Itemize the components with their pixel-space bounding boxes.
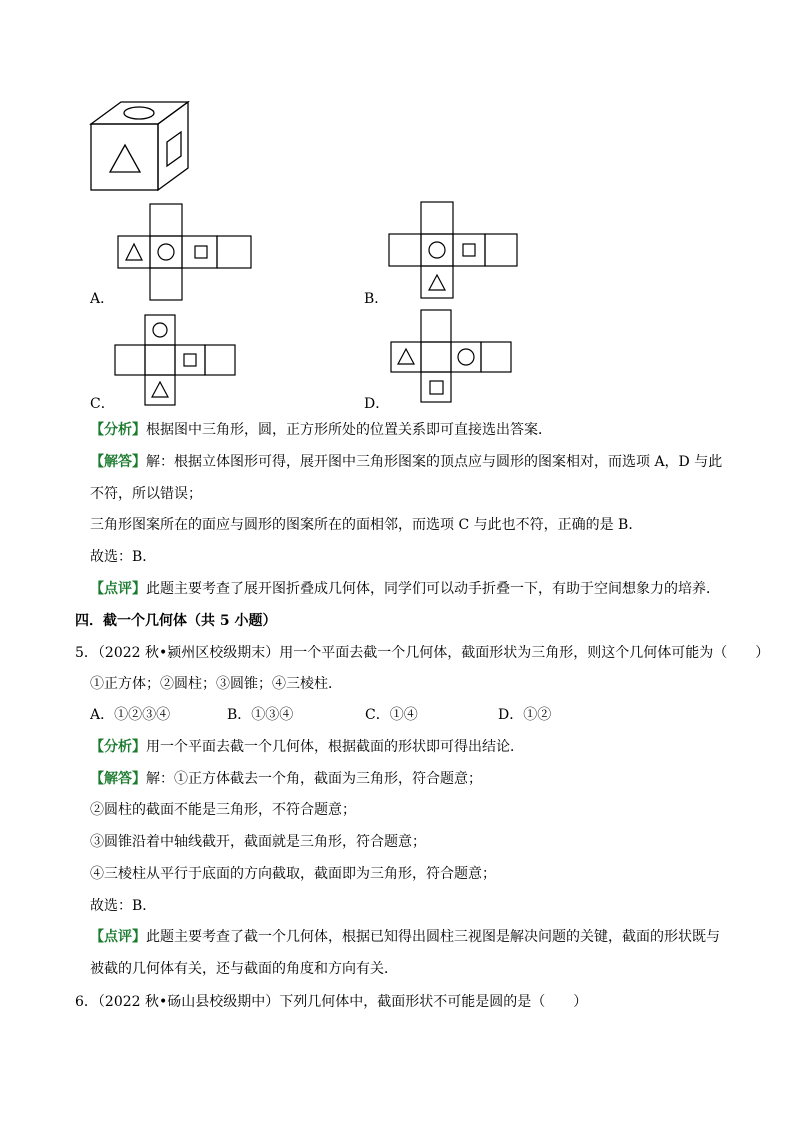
q5-answer-line2: ②圆柱的截面不能是三角形，不符合题意； (90, 802, 356, 818)
q5-answer (90, 769, 482, 789)
q5-answer-line4: ④三棱柱从平行于底面的方向截取，截面即为三角形，符合题意； (90, 866, 496, 882)
choice-c: C．①④ (365, 707, 418, 723)
q5-comment (90, 927, 720, 947)
option-c-label: C． (90, 396, 115, 412)
q6-stem: 6．（2022 秋•砀山县校级期中）下列几何体中，截面形状不可能是圆的是（ ） (75, 994, 588, 1010)
comment-tag: 【点评】 (90, 581, 146, 597)
answer-line: 解：①正方体截去一个角，截面为三角形，符合题意； (146, 771, 482, 787)
net-option-b (388, 200, 523, 300)
q5-items: ①正方体；②圆柱；③圆锥；④三棱柱． (90, 676, 342, 692)
option-b-label: B． (364, 291, 389, 307)
q4-answer (90, 452, 722, 472)
option-a-label: A． (90, 291, 115, 307)
choice-b: B．①③④ (227, 707, 294, 723)
q4-answer-line3: 三角形图案所在的面应与圆形的图案所在的面相邻，而选项 C 与此也不符，正确的是 B． (90, 517, 643, 533)
answer-tag: 【解答】 (90, 454, 146, 470)
q5-stem: 5．（2022 秋•颍州区校级期末）用一个平面去截一个几何体，截面形状为三角形，则这个几何体可能为（ ） (75, 645, 770, 661)
q4-answer-line4: 故选：B． (90, 549, 157, 565)
section-title: 四．截一个几何体（共 5 小题） (75, 613, 277, 629)
net-option-a (117, 203, 257, 301)
q5-answer-line3: ③圆锥沿着中轴线截开，截面就是三角形，符合题意； (90, 834, 426, 850)
q5-comment-line2: 被截的几何体有关，还与截面的角度和方向有关． (90, 961, 398, 977)
answer-line: 解：根据立体图形可得，展开图中三角形图案的顶点应与圆形的图案相对，而选项 A，D 与此 (146, 454, 723, 470)
q4-analysis (90, 420, 552, 440)
choice-a: A．①②③④ (90, 707, 171, 723)
q4-comment (90, 579, 720, 599)
comment-tag: 【点评】 (90, 929, 146, 945)
comment-text: 此题主要考查了展开图折叠成几何体，同学们可以动手折叠一下，有助于空间想象力的培养． (146, 581, 720, 597)
cube-figure (85, 98, 205, 194)
choice-d: D．①② (498, 707, 552, 723)
net-option-d (389, 308, 513, 404)
analysis-text: 根据图中三角形，圆，正方形所处的位置关系即可直接选出答案． (146, 422, 552, 438)
comment-text: 此题主要考查了截一个几何体，根据已知得出圆柱三视图是解决问题的关键，截面的形状既与 (146, 929, 720, 945)
q4-answer-line2: 不符，所以错误； (90, 486, 202, 502)
q5-choices (90, 705, 551, 725)
analysis-tag: 【分析】 (90, 739, 146, 755)
analysis-text: 用一个平面去截一个几何体，根据截面的形状即可得出结论． (146, 739, 524, 755)
answer-tag: 【解答】 (90, 771, 146, 787)
analysis-tag: 【分析】 (90, 422, 146, 438)
q5-answer-line5: 故选：B． (90, 898, 157, 914)
net-option-c (113, 314, 237, 406)
option-d-label: D． (364, 396, 390, 412)
q5-analysis (90, 737, 524, 757)
